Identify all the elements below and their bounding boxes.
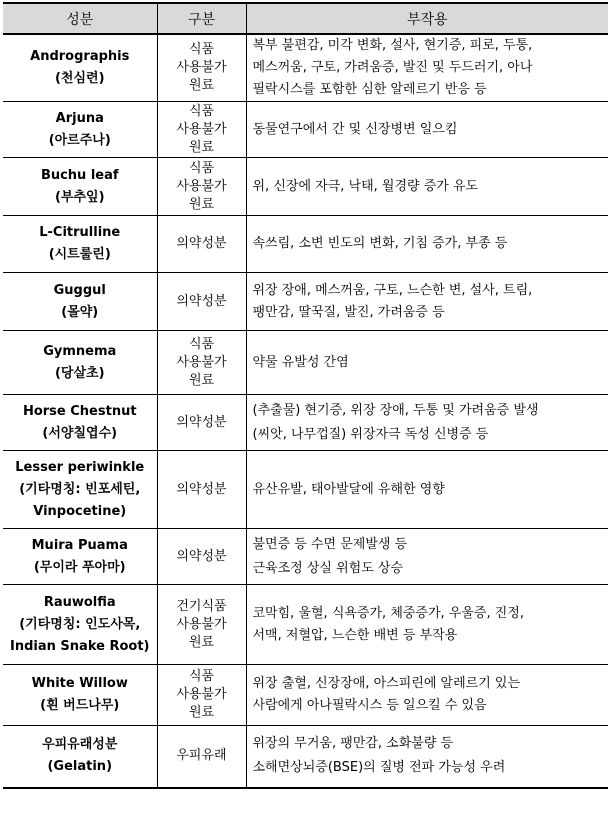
category-text: 의약성분 (176, 481, 227, 497)
category-text: 사용불가 (176, 60, 227, 75)
category-text: 건기식품 (176, 598, 227, 614)
category-text: 식품 (188, 669, 215, 684)
table-row (3, 451, 608, 529)
header-ingredient: 성분 (3, 3, 157, 34)
side-effects-cell (246, 158, 608, 216)
ingredient-name: White Willow (31, 676, 128, 691)
ingredient-cell (3, 529, 157, 585)
ingredient-name: Gymnema (43, 343, 117, 359)
table-row (3, 665, 608, 726)
ingredient-alt-name: (시트룰린) (48, 247, 111, 262)
category-cell (157, 331, 246, 395)
ingredient-alt-name: (서양칠엽수) (42, 425, 118, 441)
category-text: 사용불가 (176, 616, 227, 632)
ingredient-alt-name: (기타명칭: 인도사목, (19, 616, 141, 632)
ingredient-cell (3, 273, 157, 331)
category-text: 사용불가 (176, 178, 227, 194)
ingredient-alt-name: (부추잎) (54, 189, 105, 205)
table-row (3, 726, 608, 788)
side-effects-cell (246, 273, 608, 331)
side-effect-line: 위장의 무거움, 팽만감, 소화불량 등 (252, 736, 454, 752)
ingredient-alt-name: (아르주나) (48, 132, 111, 148)
category-cell (157, 158, 246, 216)
table-row (3, 585, 608, 665)
ingredient-name: Arjuna (55, 110, 104, 126)
category-text: 원료 (188, 139, 215, 155)
category-text: 사용불가 (176, 687, 227, 702)
category-text: 원료 (188, 372, 215, 388)
ingredient-name: Horse Chestnut (22, 403, 137, 419)
table-row (3, 331, 608, 395)
category-cell (157, 726, 246, 788)
header-category: 구분 (157, 3, 246, 34)
side-effect-line: 필락시스를 포함한 심한 알레르기 반응 등 (252, 82, 487, 97)
category-text: 우피유래 (176, 748, 227, 764)
side-effect-line: (씨앗, 나무껍질) 위장자극 독성 신병증 등 (252, 426, 489, 442)
ingredient-cell (3, 216, 157, 273)
table-row (3, 273, 608, 331)
side-effects-cell (246, 451, 608, 529)
side-effects-cell (246, 726, 608, 788)
side-effect-line: 불면증 등 수면 문제발생 등 (252, 536, 408, 552)
category-text: 의약성분 (176, 293, 227, 309)
side-effect-line: 위장 출혈, 신장장애, 아스피린에 알레르기 있는 (252, 676, 521, 691)
ingredient-cell (3, 665, 157, 726)
side-effect-line: 약물 유발성 간염 (252, 354, 349, 370)
ingredient-alt-name: (당살초) (54, 365, 105, 381)
side-effect-line: 근육조정 상실 위험도 상승 (252, 560, 404, 576)
side-effects-cell (246, 395, 608, 451)
category-text: 원료 (188, 634, 215, 650)
ingredient-cell (3, 585, 157, 665)
side-effects-cell (246, 331, 608, 395)
ingredient-alt-name: (천심련) (54, 71, 105, 86)
ingredient-alt-name-2: Vinpocetine) (33, 503, 127, 519)
ingredient-name: L-Citrulline (39, 225, 121, 240)
ingredient-cell (3, 34, 157, 102)
table-row (3, 158, 608, 216)
ingredient-name: Guggul (53, 282, 106, 298)
category-cell (157, 585, 246, 665)
category-text: 의약성분 (176, 548, 227, 564)
side-effect-line: 위, 신장에 자극, 낙태, 월경량 증가 유도 (252, 178, 479, 194)
side-effect-line: 위장 장애, 메스꺼움, 구토, 느슨한 변, 설사, 트림, (252, 282, 533, 298)
side-effect-line: 메스꺼움, 구토, 가려움증, 발진 및 두드러기, 아나 (252, 60, 533, 75)
category-cell (157, 273, 246, 331)
side-effects-cell (246, 34, 608, 102)
category-cell (157, 451, 246, 529)
category-text: 의약성분 (176, 414, 227, 430)
ingredient-cell (3, 451, 157, 529)
ingredient-alt-name-2: Indian Snake Root) (10, 638, 150, 654)
ingredient-alt-name: (무이라 푸아마) (33, 559, 126, 575)
ingredient-name: 우피유래성분 (42, 737, 118, 753)
category-text: 의약성분 (176, 236, 227, 251)
side-effect-line: (추출물) 현기증, 위장 장애, 두통 및 가려움증 발생 (252, 402, 539, 418)
side-effects-cell (246, 665, 608, 726)
category-text: 원료 (188, 78, 215, 93)
side-effect-line: 팽만감, 딸꾹질, 발진, 가려움증 등 (252, 304, 445, 320)
side-effect-line: 동물연구에서 간 및 신장병변 일으킴 (252, 121, 458, 137)
category-text: 원료 (188, 705, 215, 720)
ingredient-alt-name: (몰약) (61, 304, 99, 320)
category-cell (157, 102, 246, 158)
category-text: 식품 (188, 336, 215, 352)
ingredient-name: Muira Puama (31, 537, 128, 553)
category-text: 식품 (188, 103, 215, 119)
ingredient-name: Buchu leaf (40, 167, 119, 183)
table-row (3, 102, 608, 158)
category-text: 식품 (188, 42, 215, 57)
category-cell (157, 216, 246, 273)
ingredient-cell (3, 726, 157, 788)
ingredient-alt-name: (흰 버드나무) (40, 698, 120, 713)
category-cell (157, 34, 246, 102)
header-side-effects: 부작용 (246, 3, 608, 34)
ingredient-cell (3, 395, 157, 451)
side-effect-line: 유산유발, 태아발달에 유해한 영향 (252, 481, 445, 497)
ingredient-name: Andrographis (30, 49, 130, 64)
side-effects-cell (246, 102, 608, 158)
category-cell (157, 529, 246, 585)
side-effects-cell (246, 585, 608, 665)
category-text: 원료 (188, 196, 215, 212)
ingredient-alt-name: (Gelatin) (47, 759, 113, 775)
category-text: 사용불가 (176, 354, 227, 370)
side-effect-line: 속쓰림, 소변 빈도의 변화, 기침 증가, 부종 등 (252, 236, 508, 251)
table-row (3, 216, 608, 273)
header-row (3, 3, 608, 34)
ingredient-cell (3, 331, 157, 395)
category-cell (157, 395, 246, 451)
side-effect-line: 서맥, 저혈압, 느슨한 배변 등 부작용 (252, 627, 458, 643)
side-effect-line: 복부 불편감, 미각 변화, 설사, 현기증, 피로, 두통, (252, 38, 533, 53)
side-effect-line: 소해면상뇌증(BSE)의 질병 전파 가능성 우려 (252, 760, 506, 776)
side-effect-line: 코막힘, 울혈, 식욕증가, 체중증가, 우울증, 진정, (252, 605, 524, 621)
ingredient-cell (3, 158, 157, 216)
table-row (3, 34, 608, 102)
category-cell (157, 665, 246, 726)
side-effects-table (3, 2, 608, 789)
table-row (3, 395, 608, 451)
ingredient-name: Lesser periwinkle (15, 459, 145, 475)
side-effect-line: 사람에게 아나필락시스 등 일으킬 수 있음 (252, 698, 487, 713)
ingredient-cell (3, 102, 157, 158)
side-effects-cell (246, 529, 608, 585)
ingredient-alt-name: (기타명칭: 빈포세틴, (19, 481, 141, 497)
table-row (3, 529, 608, 585)
ingredient-name: Rauwolfia (43, 594, 116, 610)
side-effects-cell (246, 216, 608, 273)
category-text: 식품 (188, 160, 215, 176)
category-text: 사용불가 (176, 121, 227, 137)
